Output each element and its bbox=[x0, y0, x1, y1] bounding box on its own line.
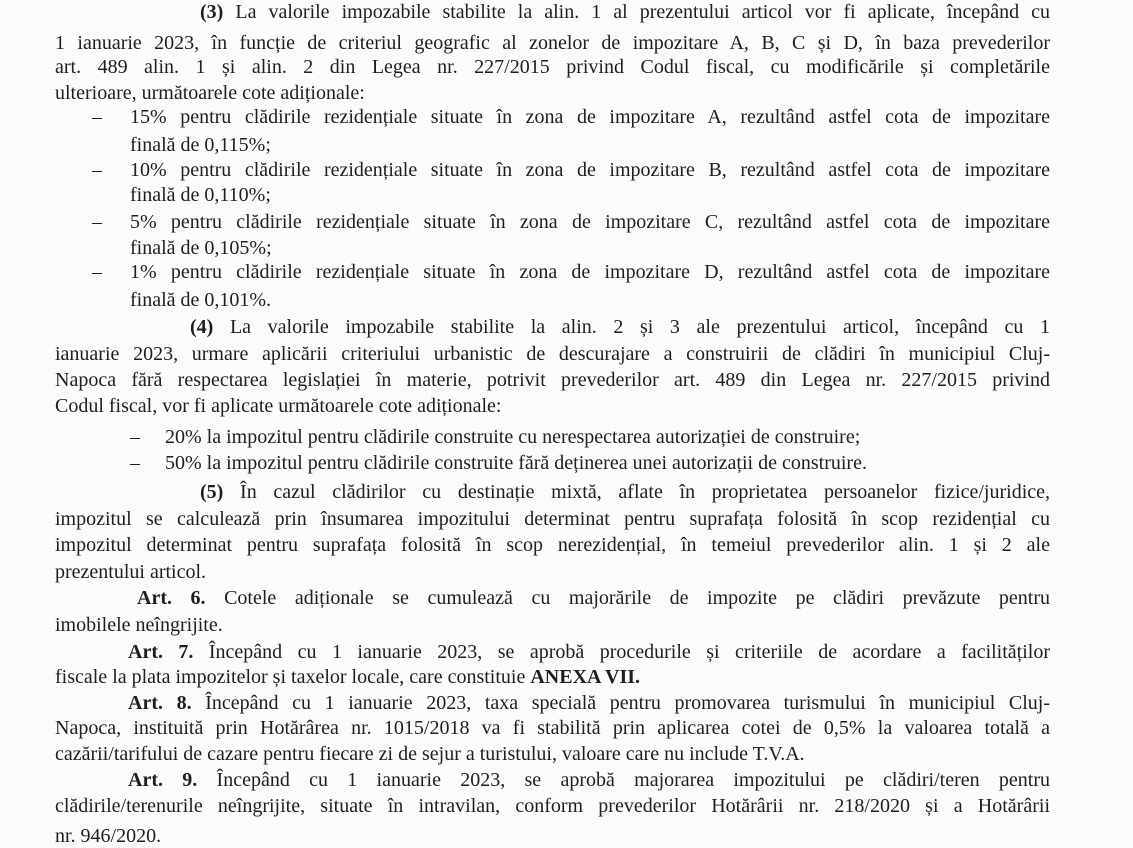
art6-label: Art. 6. bbox=[137, 587, 206, 609]
alin3-line-2: 1 ianuarie 2023, în funcție de criteriul geografic al zonelor de impozitare A, B, C și D, în baza prevederilor bbox=[55, 32, 1050, 54]
alin5-line-2: impozitul se calculează prin însumarea impozitului determinat pentru suprafața folosită în scop rezidențial cu bbox=[55, 508, 1050, 530]
alin4-text-1: La valorile impozabile stabilite la alin. 2 și 3 ale prezentului articol, începând cu 1 bbox=[229, 316, 1050, 338]
art7-line-2 bbox=[55, 665, 1050, 689]
alin3-item-2-line-1: 10% pentru clădirile rezidențiale situate în zona de impozitare B, rezultând astfel cota de impozitare bbox=[130, 159, 1050, 181]
alin4-line-1 bbox=[190, 315, 1050, 339]
art8-text-1: Începând cu 1 ianuarie 2023, taxa specială pentru promovarea turismului în municipiul Cluj- bbox=[205, 692, 1051, 714]
alin5-text-1: În cazul clădirilor cu destinație mixtă, aflate în proprietatea persoanelor fizice/juridice, bbox=[240, 481, 1050, 503]
list-marker: – bbox=[92, 211, 102, 233]
alin4-line-3: Napoca fără respectarea legislației în materie, potrivit prevederilor art. 489 din Legea nr. 227/2015 privind bbox=[55, 369, 1050, 391]
alin3-item-4-line-1: 1% pentru clădirile rezidențiale situate în zona de impozitare D, rezultând astfel cota de impozitare bbox=[130, 261, 1050, 283]
alin4-line-4: Codul fiscal, vor fi aplicate următoarele cote adiționale: bbox=[55, 395, 502, 417]
art9-label: Art. 9. bbox=[128, 769, 198, 791]
alin3-item-3-line-2: finală de 0,105%; bbox=[130, 237, 272, 259]
list-marker: – bbox=[130, 426, 140, 448]
art9-line-1 bbox=[128, 768, 1050, 792]
alin3-label: (3) bbox=[200, 1, 224, 23]
art6-line-2: imobilele neîngrijite. bbox=[55, 614, 223, 636]
alin4-item-2: 50% la impozitul pentru clădirile construite fără deținerea unei autorizații de construire. bbox=[165, 452, 867, 474]
alin3-item-1-line-1: 15% pentru clădirile rezidențiale situate în zona de impozitare A, rezultând astfel cota de impozitare bbox=[130, 106, 1050, 128]
art8-line-2: Napoca, instituită prin Hotărârea nr. 1015/2018 va fi stabilită prin aplicarea cotei de 0,5% la valoarea totală a bbox=[55, 717, 1050, 739]
art6-line-1 bbox=[137, 586, 1050, 610]
alin4-item-1: 20% la impozitul pentru clădirile construite cu nerespectarea autorizației de construire; bbox=[165, 426, 861, 448]
alin4-line-2: ianuarie 2023, urmare aplicării criteriului urbanistic de descurajare a construirii de clădiri în municipiul Cluj- bbox=[55, 343, 1050, 365]
art9-text-1: Începând cu 1 ianuarie 2023, se aprobă majorarea impozitului pe clădiri/teren pentru bbox=[216, 769, 1051, 791]
art9-line-2: clădirile/terenurile neîngrijite, situate în intravilan, conform prevederilor Hotărârii nr. 218/2020 și a Hotărârii bbox=[55, 795, 1050, 817]
art7-text-2: fiscale la plata impozitelor și taxelor locale, care constituie bbox=[55, 666, 526, 688]
annex-reference: ANEXA VII. bbox=[530, 666, 641, 688]
art9-line-3: nr. 946/2020. bbox=[55, 825, 162, 847]
alin5-line-1 bbox=[200, 480, 1050, 504]
alin5-line-3: impozitul determinat pentru suprafața folosită în scop nerezidențial, în temeiul prevederilor alin. 1 și 2 ale bbox=[55, 534, 1050, 556]
alin3-item-3-line-1: 5% pentru clădirile rezidențiale situate în zona de impozitare C, rezultând astfel cota de impozitare bbox=[130, 211, 1050, 233]
alin5-label: (5) bbox=[200, 481, 224, 503]
alin3-line-4: ulterioare, următoarele cote adiționale: bbox=[55, 82, 365, 104]
alin5-line-4: prezentului articol. bbox=[55, 561, 207, 583]
alin3-line-3: art. 489 alin. 1 și alin. 2 din Legea nr. 227/2015 privind Codul fiscal, cu modificările și completările bbox=[55, 56, 1050, 78]
art8-line-3: cazării/tarifului de cazare pentru fiecare zi de sejur a turistului, valoare care nu include T.V.A. bbox=[55, 743, 805, 765]
list-marker: – bbox=[130, 452, 140, 474]
alin3-item-4-line-2: finală de 0,101%. bbox=[130, 289, 272, 311]
alin3-item-2-line-2: finală de 0,110%; bbox=[130, 184, 271, 206]
art7-text-1: Începând cu 1 ianuarie 2023, se aprobă procedurile și criteriile de acordare a facilităților bbox=[208, 641, 1050, 663]
art8-line-1 bbox=[128, 691, 1050, 715]
art8-label: Art. 8. bbox=[128, 692, 192, 714]
list-marker: – bbox=[92, 159, 102, 181]
alin3-item-1-line-2: finală de 0,115%; bbox=[130, 134, 271, 156]
art6-text-1: Cotele adiționale se cumulează cu majorările de impozite pe clădiri prevăzute pentru bbox=[224, 587, 1050, 609]
art7-label: Art. 7. bbox=[128, 641, 194, 663]
art7-line-1 bbox=[128, 640, 1050, 664]
alin3-line-1 bbox=[200, 0, 1050, 24]
alin3-text-1: La valorile impozabile stabilite la alin. 1 al prezentului articol vor fi aplicate, începând cu bbox=[235, 1, 1050, 23]
alin4-label: (4) bbox=[190, 316, 214, 338]
list-marker: – bbox=[92, 261, 102, 283]
list-marker: – bbox=[92, 106, 102, 128]
